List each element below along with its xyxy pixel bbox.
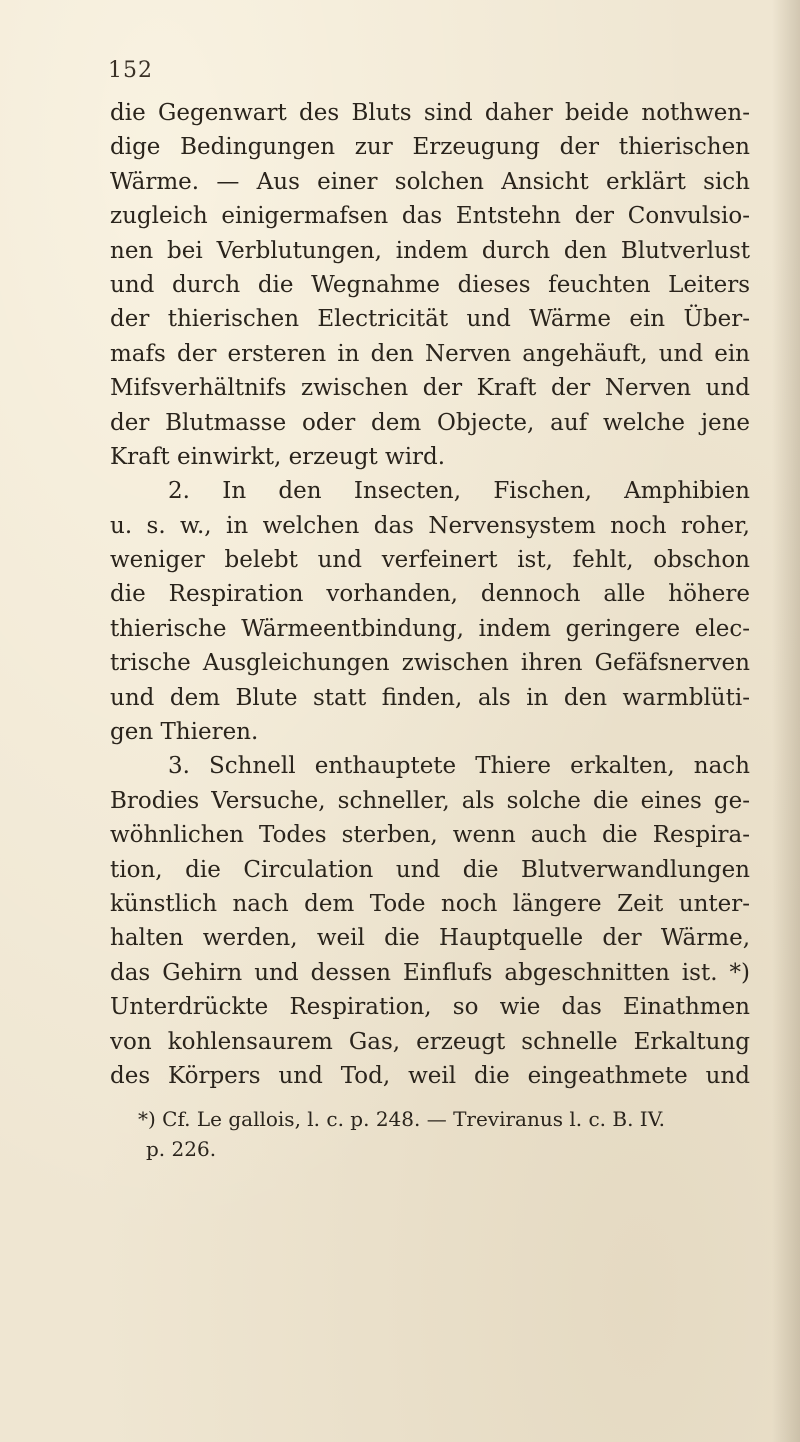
text-line: tion, die Circulation und die Blutverwandlungen [110, 856, 750, 883]
text-line: künstlich nach dem Tode noch längere Zeit unter- [110, 890, 750, 917]
page-number: 152 [108, 58, 153, 83]
text-line: thierische Wärmeentbindung, indem geringere elec- [110, 615, 750, 642]
text-line: und durch die Wegnahme dieses feuchten Leiters [110, 271, 750, 298]
text-line: des Körpers und Tod, weil die eingeathmete und [110, 1062, 750, 1089]
text-line: Mifsverhältnifs zwischen der Kraft der Nerven und [110, 375, 750, 402]
text-line: Unterdrückte Respiration, so wie das Einathmen [110, 994, 750, 1021]
text-line: und dem Blute statt finden, als in den warmblüti- [110, 684, 750, 711]
text-line: 2. In den Insecten, Fischen, Amphibien [168, 478, 750, 505]
text-line: mafs der ersteren in den Nerven angehäuft, und ein [110, 340, 750, 367]
body-text [110, 96, 750, 1093]
footnote-line: p. 226. [146, 1137, 217, 1161]
footnote [138, 1104, 758, 1164]
text-line: dige Bedingungen zur Erzeugung der thierischen [110, 134, 750, 161]
text-line: die Gegenwart des Bluts sind daher beide nothwen- [110, 100, 750, 126]
text-line: von kohlensaurem Gas, erzeugt schnelle Erkaltung [110, 1028, 750, 1055]
footnote-line: *) Cf. Le gallois, l. c. p. 248. — Treviranus l. c. B. IV. [138, 1107, 666, 1131]
text-line: der thierischen Electricität und Wärme ein Über- [110, 306, 750, 333]
text-line: Kraft einwirkt, erzeugt wird. [110, 443, 446, 470]
text-line: Brodies Versuche, schneller, als solche die eines ge- [110, 787, 750, 814]
text-line: halten werden, weil die Hauptquelle der Wärme, [110, 925, 750, 952]
text-line: wöhnlichen Todes sterben, wenn auch die Respira- [110, 822, 750, 849]
text-line: nen bei Verblutungen, indem durch den Blutverlust [110, 237, 750, 264]
text-line: 3. Schnell enthauptete Thiere erkalten, nach [168, 753, 750, 780]
text-line: der Blutmasse oder dem Objecte, auf welche jene [110, 409, 750, 436]
text-line: Wärme. — Aus einer solchen Ansicht erklärt sich [110, 168, 750, 195]
page-edge-shadow [772, 0, 800, 1442]
text-line: weniger belebt und verfeinert ist, fehlt, obschon [110, 547, 750, 574]
text-line: zugleich einigermafsen das Entstehn der Convulsio- [110, 203, 750, 230]
text-line: trische Ausgleichungen zwischen ihren Gefäfsnerven [110, 650, 750, 677]
text-line: das Gehirn und dessen Einflufs abgeschnitten ist. *) [110, 959, 750, 986]
text-line: u. s. w., in welchen das Nervensystem noch roher, [110, 512, 750, 539]
text-line: gen Thieren. [110, 719, 259, 746]
text-line: die Respiration vorhanden, dennoch alle höhere [110, 581, 750, 608]
